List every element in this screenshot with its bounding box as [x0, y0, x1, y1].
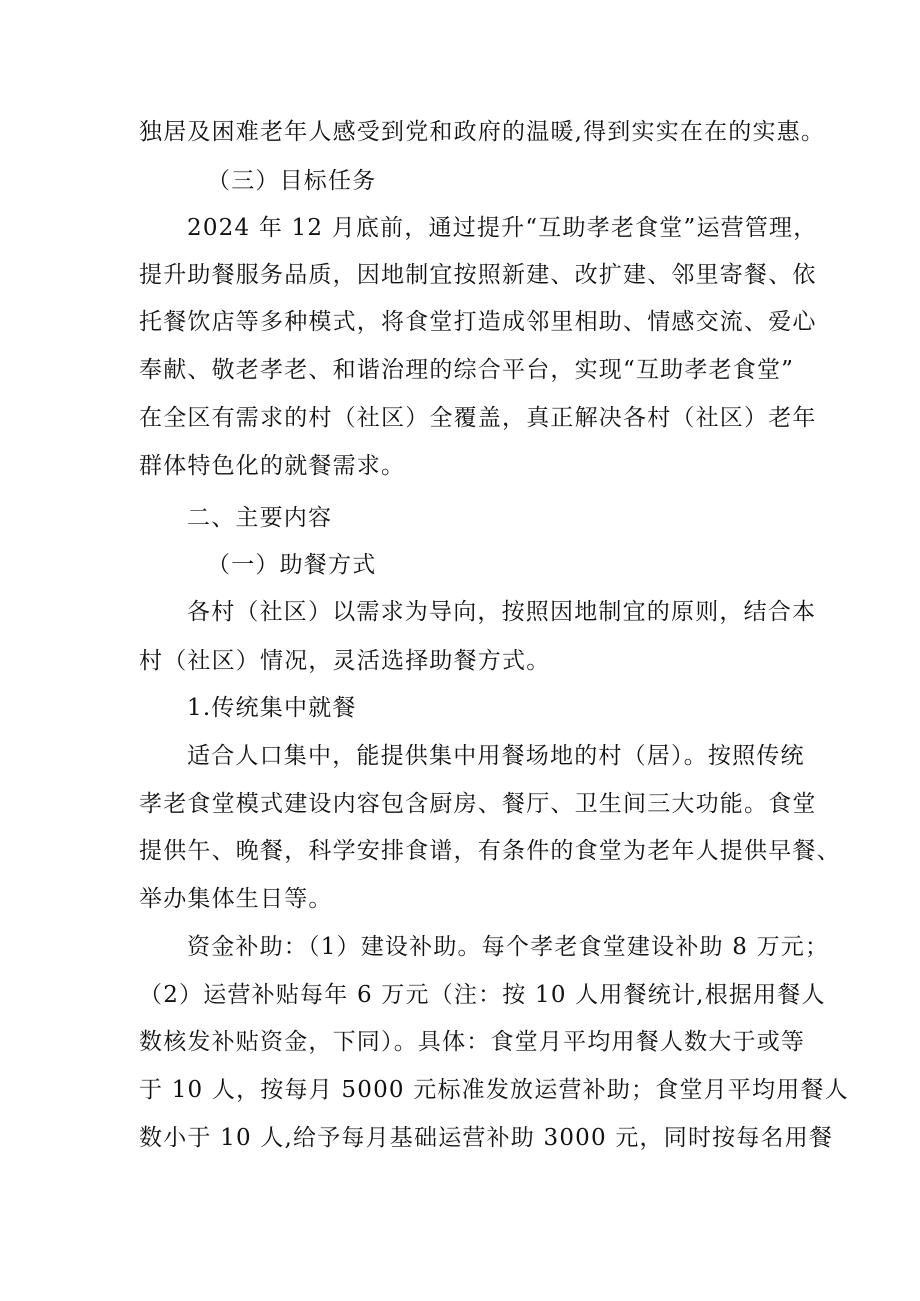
paragraph-line: 各村（社区）以需求为导向，按照因地制宜的原则，结合本 — [187, 599, 817, 625]
paragraph-line: 于 10 人，按每月 5000 元标准发放运营补助；食堂月平均用餐人 — [139, 1077, 849, 1103]
paragraph-line: 提升助餐服务品质，因地制宜按照新建、改扩建、邻里寄餐、依 — [139, 262, 817, 288]
paragraph-line: 群体特色化的就餐需求。 — [139, 453, 406, 479]
paragraph-line: 数核发补贴资金，下同）。具体：食堂月平均用餐人数大于或等 — [139, 1029, 806, 1055]
paragraph-line: （2）运营补贴每年 6 万元（注：按 10 人用餐统计,根据用餐人 — [139, 982, 826, 1008]
paragraph-line: 孝老食堂模式建设内容包含厨房、餐厅、卫生间三大功能。食堂 — [139, 791, 817, 817]
subheading-traditional-dining: 1.传统集中就餐 — [187, 695, 357, 721]
paragraph-line: 2024 年 12 月底前，通过提升“互助孝老食堂”运营管理， — [187, 215, 818, 241]
section-heading-main-content: 二、主要内容 — [187, 505, 333, 531]
paragraph-line: 村（社区）情况，灵活选择助餐方式。 — [139, 648, 551, 674]
paragraph-line: 适合人口集中，能提供集中用餐场地的村（居）。按照传统 — [187, 743, 805, 769]
text-line: 独居及困难老年人感受到党和政府的温暖,得到实实在在的实惠。 — [139, 119, 826, 145]
paragraph-line: 奉献、敬老孝老、和谐治理的综合平台，实现“互助孝老食堂” — [139, 357, 795, 383]
paragraph-line: 托餐饮店等多种模式，将食堂打造成邻里相助、情感交流、爱心 — [139, 309, 817, 335]
section-heading-goals: （三）目标任务 — [207, 168, 377, 194]
section-heading-meal-mode: （一）助餐方式 — [207, 552, 377, 578]
paragraph-line: 提供午、晚餐，科学安排食谱，有条件的食堂为老年人提供早餐、 — [139, 838, 841, 864]
paragraph-line: 举办集体生日等。 — [139, 886, 333, 912]
paragraph-line: 资金补助：（1）建设补助。每个孝老食堂建设补助 8 万元； — [187, 934, 830, 960]
paragraph-line: 在全区有需求的村（社区）全覆盖，真正解决各村（社区）老年 — [139, 405, 817, 431]
paragraph-line: 数小于 10 人,给予每月基础运营补助 3000 元，同时按每名用餐 — [139, 1125, 834, 1151]
